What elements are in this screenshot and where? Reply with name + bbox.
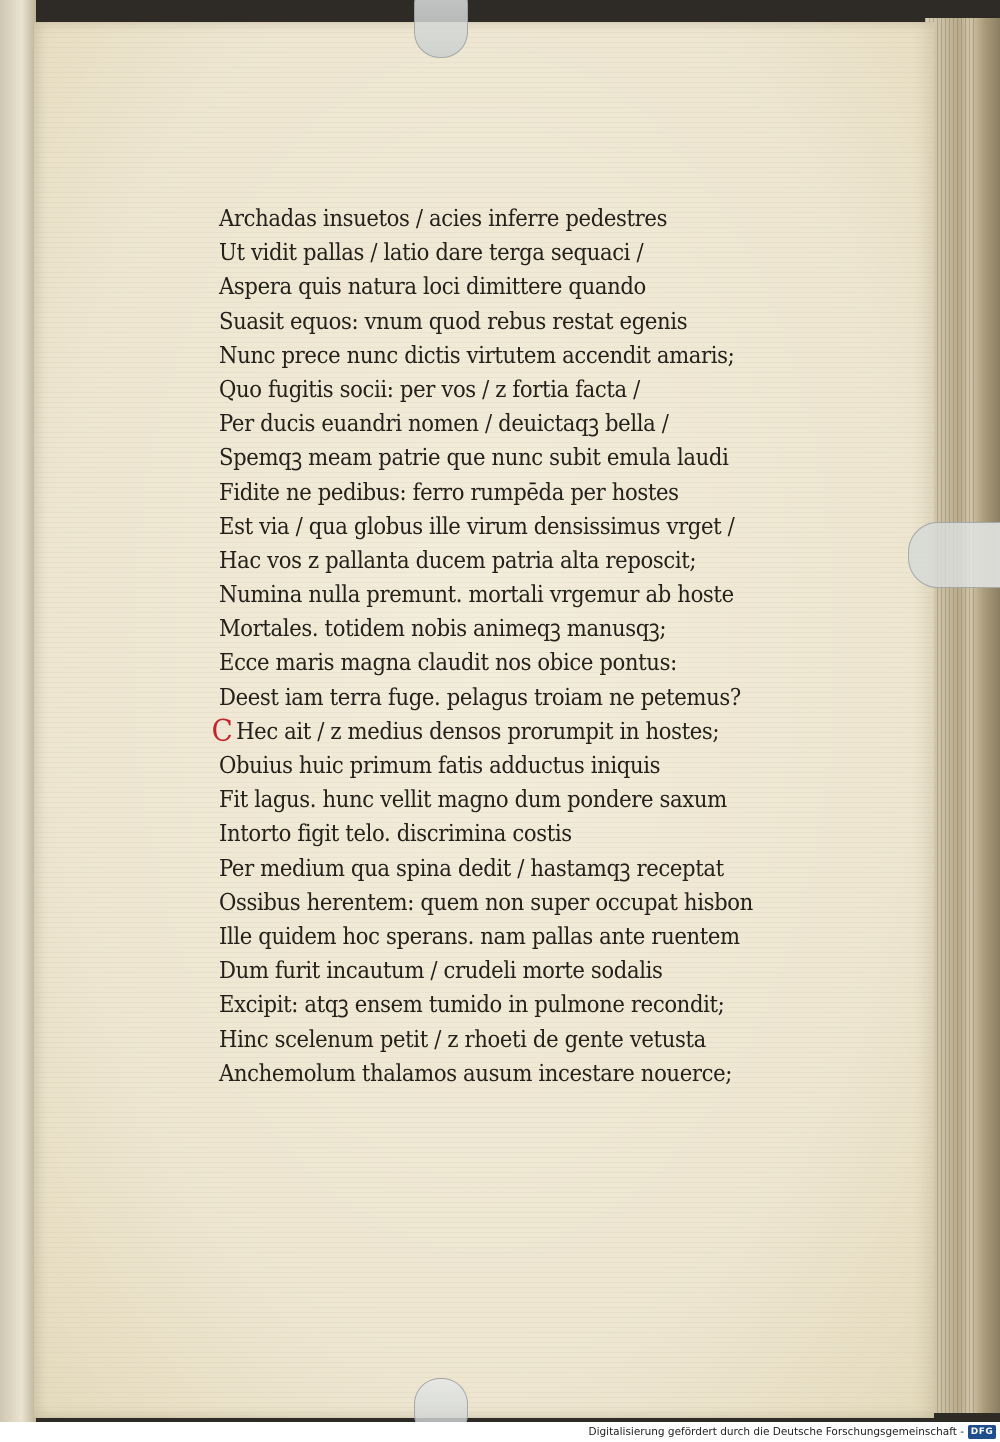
text-line-content: Ossibus herentem: quem non super occupat hisbon — [219, 889, 753, 916]
text-line-content: Ut vidit pallas / latio dare terga sequaci / — [219, 240, 644, 267]
page-clip-right — [908, 522, 1000, 588]
footer-credit: Digitalisierung gefördert durch die Deutsche Forschungsgemeinschaft - — [588, 1426, 964, 1438]
text-line — [219, 1057, 734, 1091]
text-line-content: Intorto figit telo. discrimina costis — [219, 821, 572, 848]
text-line — [219, 920, 740, 954]
text-line-content: Per medium qua spina dedit / hastamqꝫ receptat — [219, 855, 724, 882]
text-line — [219, 339, 734, 373]
text-line-content: Quo fugitis socii: per vos / z fortia facta / — [219, 376, 640, 403]
text-block — [211, 202, 779, 1091]
text-line-content: Per ducis euandri nomen / deuictaqꝫ bella / — [219, 411, 669, 438]
text-line-content: Numina nulla premunt. mortali vrgemur ab hoste — [219, 582, 734, 609]
page-clip-bottom — [414, 1378, 468, 1422]
text-line-content: Est via / qua globus ille virum densissimus vrget / — [219, 513, 735, 540]
text-line — [219, 510, 734, 544]
text-line — [219, 749, 734, 783]
text-line — [219, 202, 734, 236]
text-line-content: Hac vos z pallanta ducem patria alta reposcit; — [219, 547, 697, 574]
text-line-content: Hinc scelenum petit / z rhoeti de gente vetusta — [219, 1026, 706, 1053]
text-line — [219, 544, 734, 578]
text-line — [219, 270, 734, 304]
text-line-content: Suasit equos: vnum quod rebus restat egenis — [219, 308, 688, 335]
text-line-content: Mortales. totidem nobis animeqꝫ manusqꝫ; — [219, 616, 667, 643]
text-line — [219, 954, 734, 988]
text-line-content: Deest iam terra fuge. pelagus troiam ne petemus? — [219, 684, 741, 711]
text-line — [219, 886, 753, 920]
text-line — [219, 988, 734, 1022]
text-line-content: Archadas insuetos / acies inferre pedestres — [219, 206, 668, 232]
text-line-content: Excipit: atqꝫ ensem tumido in pulmone recondit; — [219, 992, 725, 1019]
text-line — [219, 476, 734, 510]
text-line — [219, 578, 734, 612]
text-line — [219, 612, 734, 646]
left-facing-page-edge — [0, 0, 36, 1422]
text-line — [219, 783, 734, 817]
dfg-logo: DFG — [968, 1425, 996, 1439]
text-line — [219, 817, 734, 851]
text-line-content: Anchemolum thalamos ausum incestare nouerce; — [219, 1060, 733, 1087]
text-line — [219, 236, 734, 270]
footer-bar — [0, 1422, 1000, 1442]
text-line — [219, 1023, 734, 1057]
text-line-content: Nunc prece nunc dictis virtutem accendit amaris; — [219, 342, 735, 369]
text-line — [219, 646, 734, 680]
book-page — [34, 22, 934, 1418]
text-line-content: Ille quidem hoc sperans. nam pallas ante ruentem — [219, 923, 740, 950]
text-line-content: Hec ait / z medius densos prorumpit in hostes; — [236, 718, 720, 745]
text-line-content: Dum furit incautum / crudeli morte sodalis — [219, 958, 663, 985]
rubricated-initial: C — [211, 713, 233, 749]
text-line-content: Spemqꝫ meam patrie que nunc subit emula laudi — [219, 445, 729, 472]
page-clip-top — [414, 0, 468, 58]
text-line-content: Fit lagus. hunc vellit magno dum pondere saxum — [219, 787, 727, 814]
text-line — [211, 713, 734, 749]
text-line — [219, 407, 734, 441]
text-line — [219, 305, 734, 339]
text-line-content: Aspera quis natura loci dimittere quando — [219, 274, 646, 301]
text-line-content: Fidite ne pedibus: ferro rumpēda per hostes — [219, 479, 679, 506]
text-line — [219, 852, 734, 886]
text-line-content: Obuius huic primum fatis adductus iniquis — [219, 753, 661, 779]
text-line — [219, 373, 734, 407]
text-line — [219, 441, 734, 475]
text-line-content: Ecce maris magna claudit nos obice pontus: — [219, 650, 677, 677]
text-line — [219, 681, 741, 715]
